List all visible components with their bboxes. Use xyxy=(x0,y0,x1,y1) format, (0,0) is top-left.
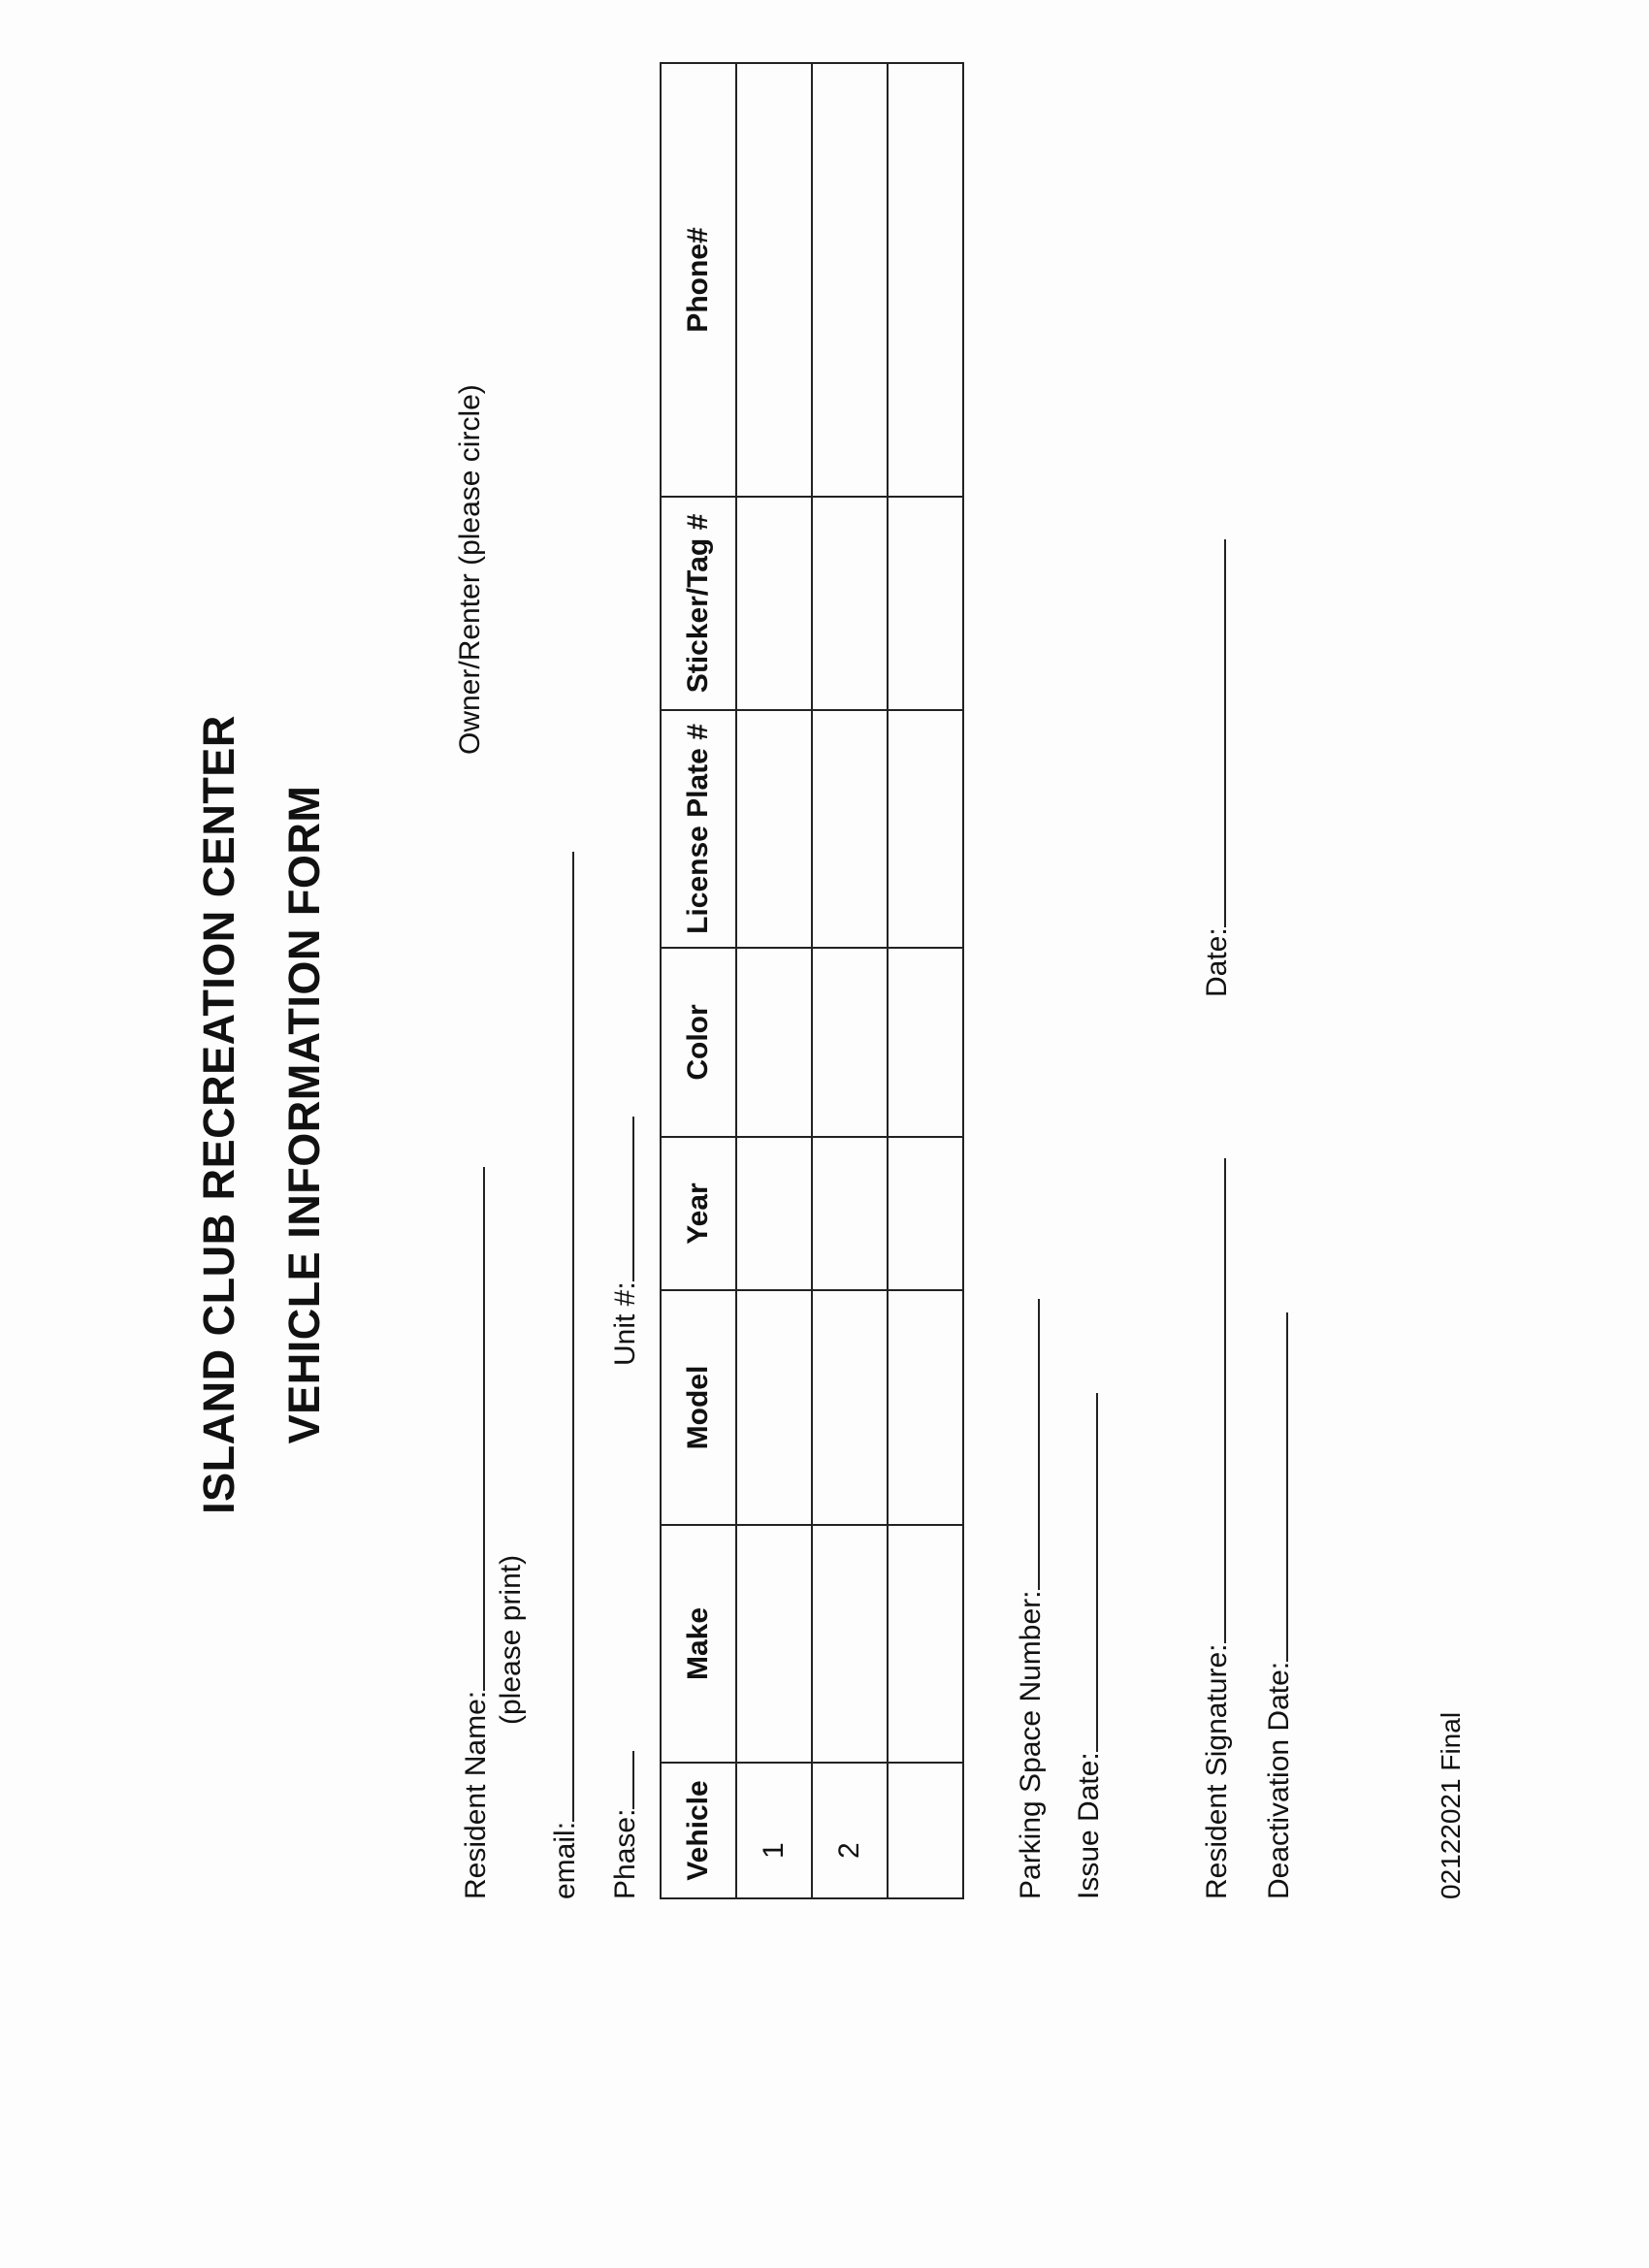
make-cell[interactable] xyxy=(812,1525,888,1763)
phone-cell[interactable] xyxy=(812,63,888,497)
model-cell[interactable] xyxy=(812,1290,888,1525)
license-plate-cell[interactable] xyxy=(888,710,963,948)
license-plate-cell[interactable] xyxy=(812,710,888,948)
year-cell[interactable] xyxy=(812,1137,888,1290)
date-field[interactable] xyxy=(1195,539,1226,927)
deactivation-date-row xyxy=(1257,1312,1296,1899)
parking-space-label: Parking Space Number: xyxy=(1015,1590,1047,1899)
color-cell[interactable] xyxy=(736,948,812,1137)
table-header-row xyxy=(661,63,736,1898)
phase-row xyxy=(603,1751,642,1899)
email-row xyxy=(543,852,582,1899)
year-cell[interactable] xyxy=(888,1137,963,1290)
issue-date-field[interactable] xyxy=(1067,1393,1098,1752)
issue-date-label: Issue Date: xyxy=(1073,1752,1105,1899)
phase-label: Phase: xyxy=(609,1808,641,1899)
unit-row xyxy=(603,1117,642,1366)
model-cell[interactable] xyxy=(888,1290,963,1525)
resident-name-label: Resident Name: xyxy=(460,1690,492,1899)
vehicle-number: 2 xyxy=(812,1763,888,1898)
column-header: Vehicle xyxy=(661,1763,736,1898)
parking-space-field[interactable] xyxy=(1009,1300,1040,1591)
unit-field[interactable] xyxy=(603,1117,634,1281)
resident-signature-label: Resident Signature: xyxy=(1201,1643,1233,1899)
column-header: Make xyxy=(661,1525,736,1763)
column-header: Model xyxy=(661,1290,736,1525)
column-header: License Plate # xyxy=(661,710,736,948)
phone-cell[interactable] xyxy=(888,63,963,497)
phase-field[interactable] xyxy=(603,1751,634,1809)
sticker-tag-cell[interactable] xyxy=(736,497,812,710)
deactivation-date-label: Deactivation Date: xyxy=(1263,1661,1295,1899)
form-title: ISLAND CLUB RECREATION CENTER xyxy=(194,715,243,1514)
parking-space-row xyxy=(1009,1300,1048,1900)
color-cell[interactable] xyxy=(888,948,963,1137)
please-print-note: (please print) xyxy=(495,1554,527,1725)
resident-name-field[interactable] xyxy=(454,1167,485,1691)
sticker-tag-cell[interactable] xyxy=(888,497,963,710)
owner-renter-choice[interactable]: Owner/Renter (please circle) xyxy=(454,384,486,755)
model-cell[interactable] xyxy=(736,1290,812,1525)
vehicle-table xyxy=(660,62,964,1899)
unit-label: Unit #: xyxy=(609,1281,641,1366)
email-label: email: xyxy=(549,1821,581,1899)
vehicle-number xyxy=(888,1763,963,1898)
resident-name-row xyxy=(454,1167,493,1899)
table-row xyxy=(888,63,963,1898)
column-header: Phone# xyxy=(661,63,736,497)
table-row xyxy=(736,63,812,1898)
issue-date-row xyxy=(1067,1393,1106,1899)
column-header: Sticker/Tag # xyxy=(661,497,736,710)
column-header: Year xyxy=(661,1137,736,1290)
resident-signature-row xyxy=(1195,1159,1234,1900)
column-header: Color xyxy=(661,948,736,1137)
email-field[interactable] xyxy=(543,852,574,1822)
date-row xyxy=(1195,539,1234,997)
make-cell[interactable] xyxy=(736,1525,812,1763)
phone-cell[interactable] xyxy=(736,63,812,497)
version-footnote: 02122021 Final xyxy=(1436,1711,1466,1899)
table-row xyxy=(812,63,888,1898)
license-plate-cell[interactable] xyxy=(736,710,812,948)
deactivation-date-field[interactable] xyxy=(1257,1312,1288,1662)
make-cell[interactable] xyxy=(888,1525,963,1763)
form-subtitle: VEHICLE INFORMATION FORM xyxy=(279,785,329,1444)
resident-signature-field[interactable] xyxy=(1195,1159,1226,1644)
vehicle-number: 1 xyxy=(736,1763,812,1898)
color-cell[interactable] xyxy=(812,948,888,1137)
sticker-tag-cell[interactable] xyxy=(812,497,888,710)
year-cell[interactable] xyxy=(736,1137,812,1290)
date-label: Date: xyxy=(1201,927,1233,997)
